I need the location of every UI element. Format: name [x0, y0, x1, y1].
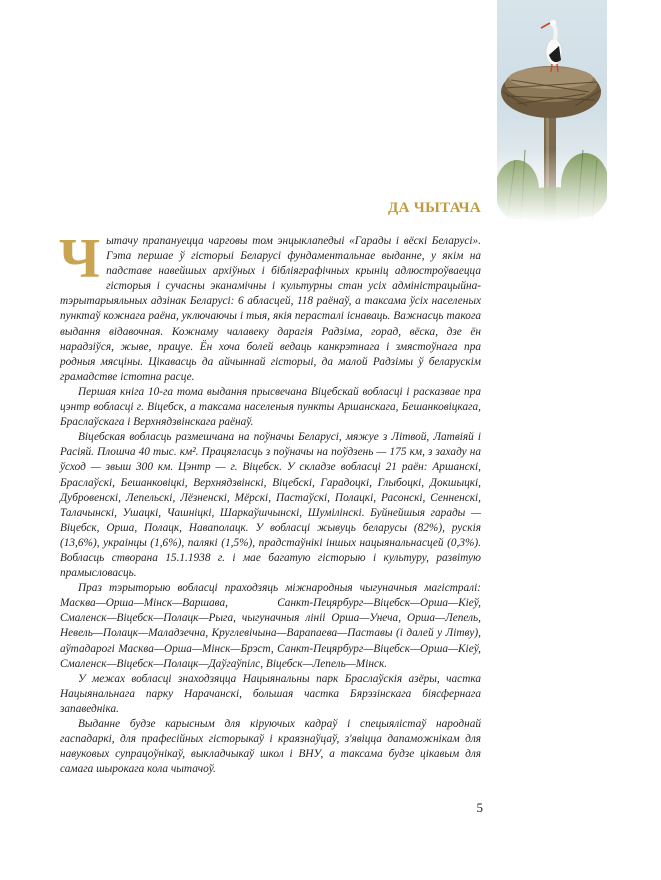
stork-nest-photo	[497, 0, 607, 222]
paragraph: Першая кніга 10-га тома выдання прысвечана Віцебскай вобласці і расказвае пра цэнтр вобласці г. Віцебск, а таксама населеныя пункты Аршанскага, Бешанковіцкага, Браслаўскага і Верхнядзвінскага раёнаў.	[60, 385, 481, 429]
paragraph: Віцебская вобласць размешчана на поўначы Беларусі, мяжуе з Літвой, Латвіяй і Расіяй. Плошча 40 тыс. км². Працягласць з поўначы на поўдзень — 175 км, з захаду на ўсход — звыш 300 км. Цэнтр — г. Віцебск. У складзе вобласці 21 раён: Аршанскі, Браслаўскі, Бешанковіцкі, Верхнядзвінскі, Віцебскі, Гарадоцкі, Глыбоцкі, Докшыцкі, Дубровенскі, Лепельскі, Лёзненскі, Мёрскі, Пастаўскі, Полацкі, Расонскі, Сенненскі, Талачынскі, Ушацкі, Чашніцкі, Шаркаўшчынскі, Шумілінскі. Буйнейшыя гарады — Віцебск, Орша, Полацк, Наваполацк. У вобласці жывуць беларусы (82%), рускія (13,6%), украінцы (1,6%), палякі (1,5%), прадстаўнікі іншых нацыянальнасцей (0,3%). Вобласць створана 15.1.1938 г. і мае багатую гісторыю і культуру, развітую прамысловасць.	[60, 431, 481, 580]
intro-paragraph	[59, 228, 481, 385]
paragraph: Выданне будзе карысным для кіруючых кадраў і спецыялістаў народнай гаспадаркі, для прафесійных гісторыкаў і краязнаўцаў, з'явіцца дапаможнікам для навуковых супрацоўнікаў, выкладчыкаў школ і ВНУ, а таксама будзе цікавым для самага шырокага кола чытачоў.	[60, 718, 481, 776]
drop-cap: Ч	[59, 228, 101, 290]
intro-text: ытачу прапануецца чарговы том энцыклапедыі «Гарады і вёскі Беларусі». Гэта першае ў гісторыі Беларусі фундаментальнае выданне, у якім на падставе навейшых архіўных і бібліяграфічных крыніц адлюстроўваецца гісторыя і сучасны эканамічны і культурны стан усіх адміністрацыйна-тэрытарыяльных адзінак Беларусі: 6 абласцей, 118 раёнаў, а таксама ўсіх населеных пунктаў кожнага раёна, уключаючы і тыя, якія перасталі існаваць. Важнасць такога выдання відавочная. Кожнаму чалавеку дарагія Радзіма, горад, вёска, дзе ён нарадзіўся, жыве, працуе. Ён хоча болей ведаць канкрэтнага і змястоўнага пра родныя мясціны. Цікавасць да айчыннай гісторыі, да малой Радзімы ў беларускім грамадстве істотна расце.	[60, 235, 481, 383]
paragraph: Праз тэрыторыю вобласці праходзяць міжнародныя чыгуначныя магістралі: Масква—Орша—Мінск—Варшава, Санкт-Пецярбург—Віцебск—Орша—Кіеў, Смаленск—Віцебск—Полацк—Рыга, чыгуначныя лініі Орша—Унеча, Орша—Лепель, Невель—Полацк—Маладзечна, Круглевічына—Варапаева—Паставы (і далей у Літву), аўтадарогі Масква—Орша—Мінск—Брэст, Санкт-Пецярбург—Віцебск—Орша—Кіеў, Смаленск—Віцебск—Полацк—Даўгаўпілс, Віцебск—Лепель—Мінск.	[60, 582, 481, 670]
page-number: 5	[476, 800, 483, 815]
paragraph: У межах вобласці знаходзяцца Нацыянальны парк Браслаўскія азёры, частка Нацыянальнага парку Нарачанскі, большая частка Бярэзінскага біясфернага запаведніка.	[60, 672, 481, 715]
foreword-text	[59, 228, 481, 777]
page-heading: ДА ЧЫТАЧА	[388, 200, 481, 216]
